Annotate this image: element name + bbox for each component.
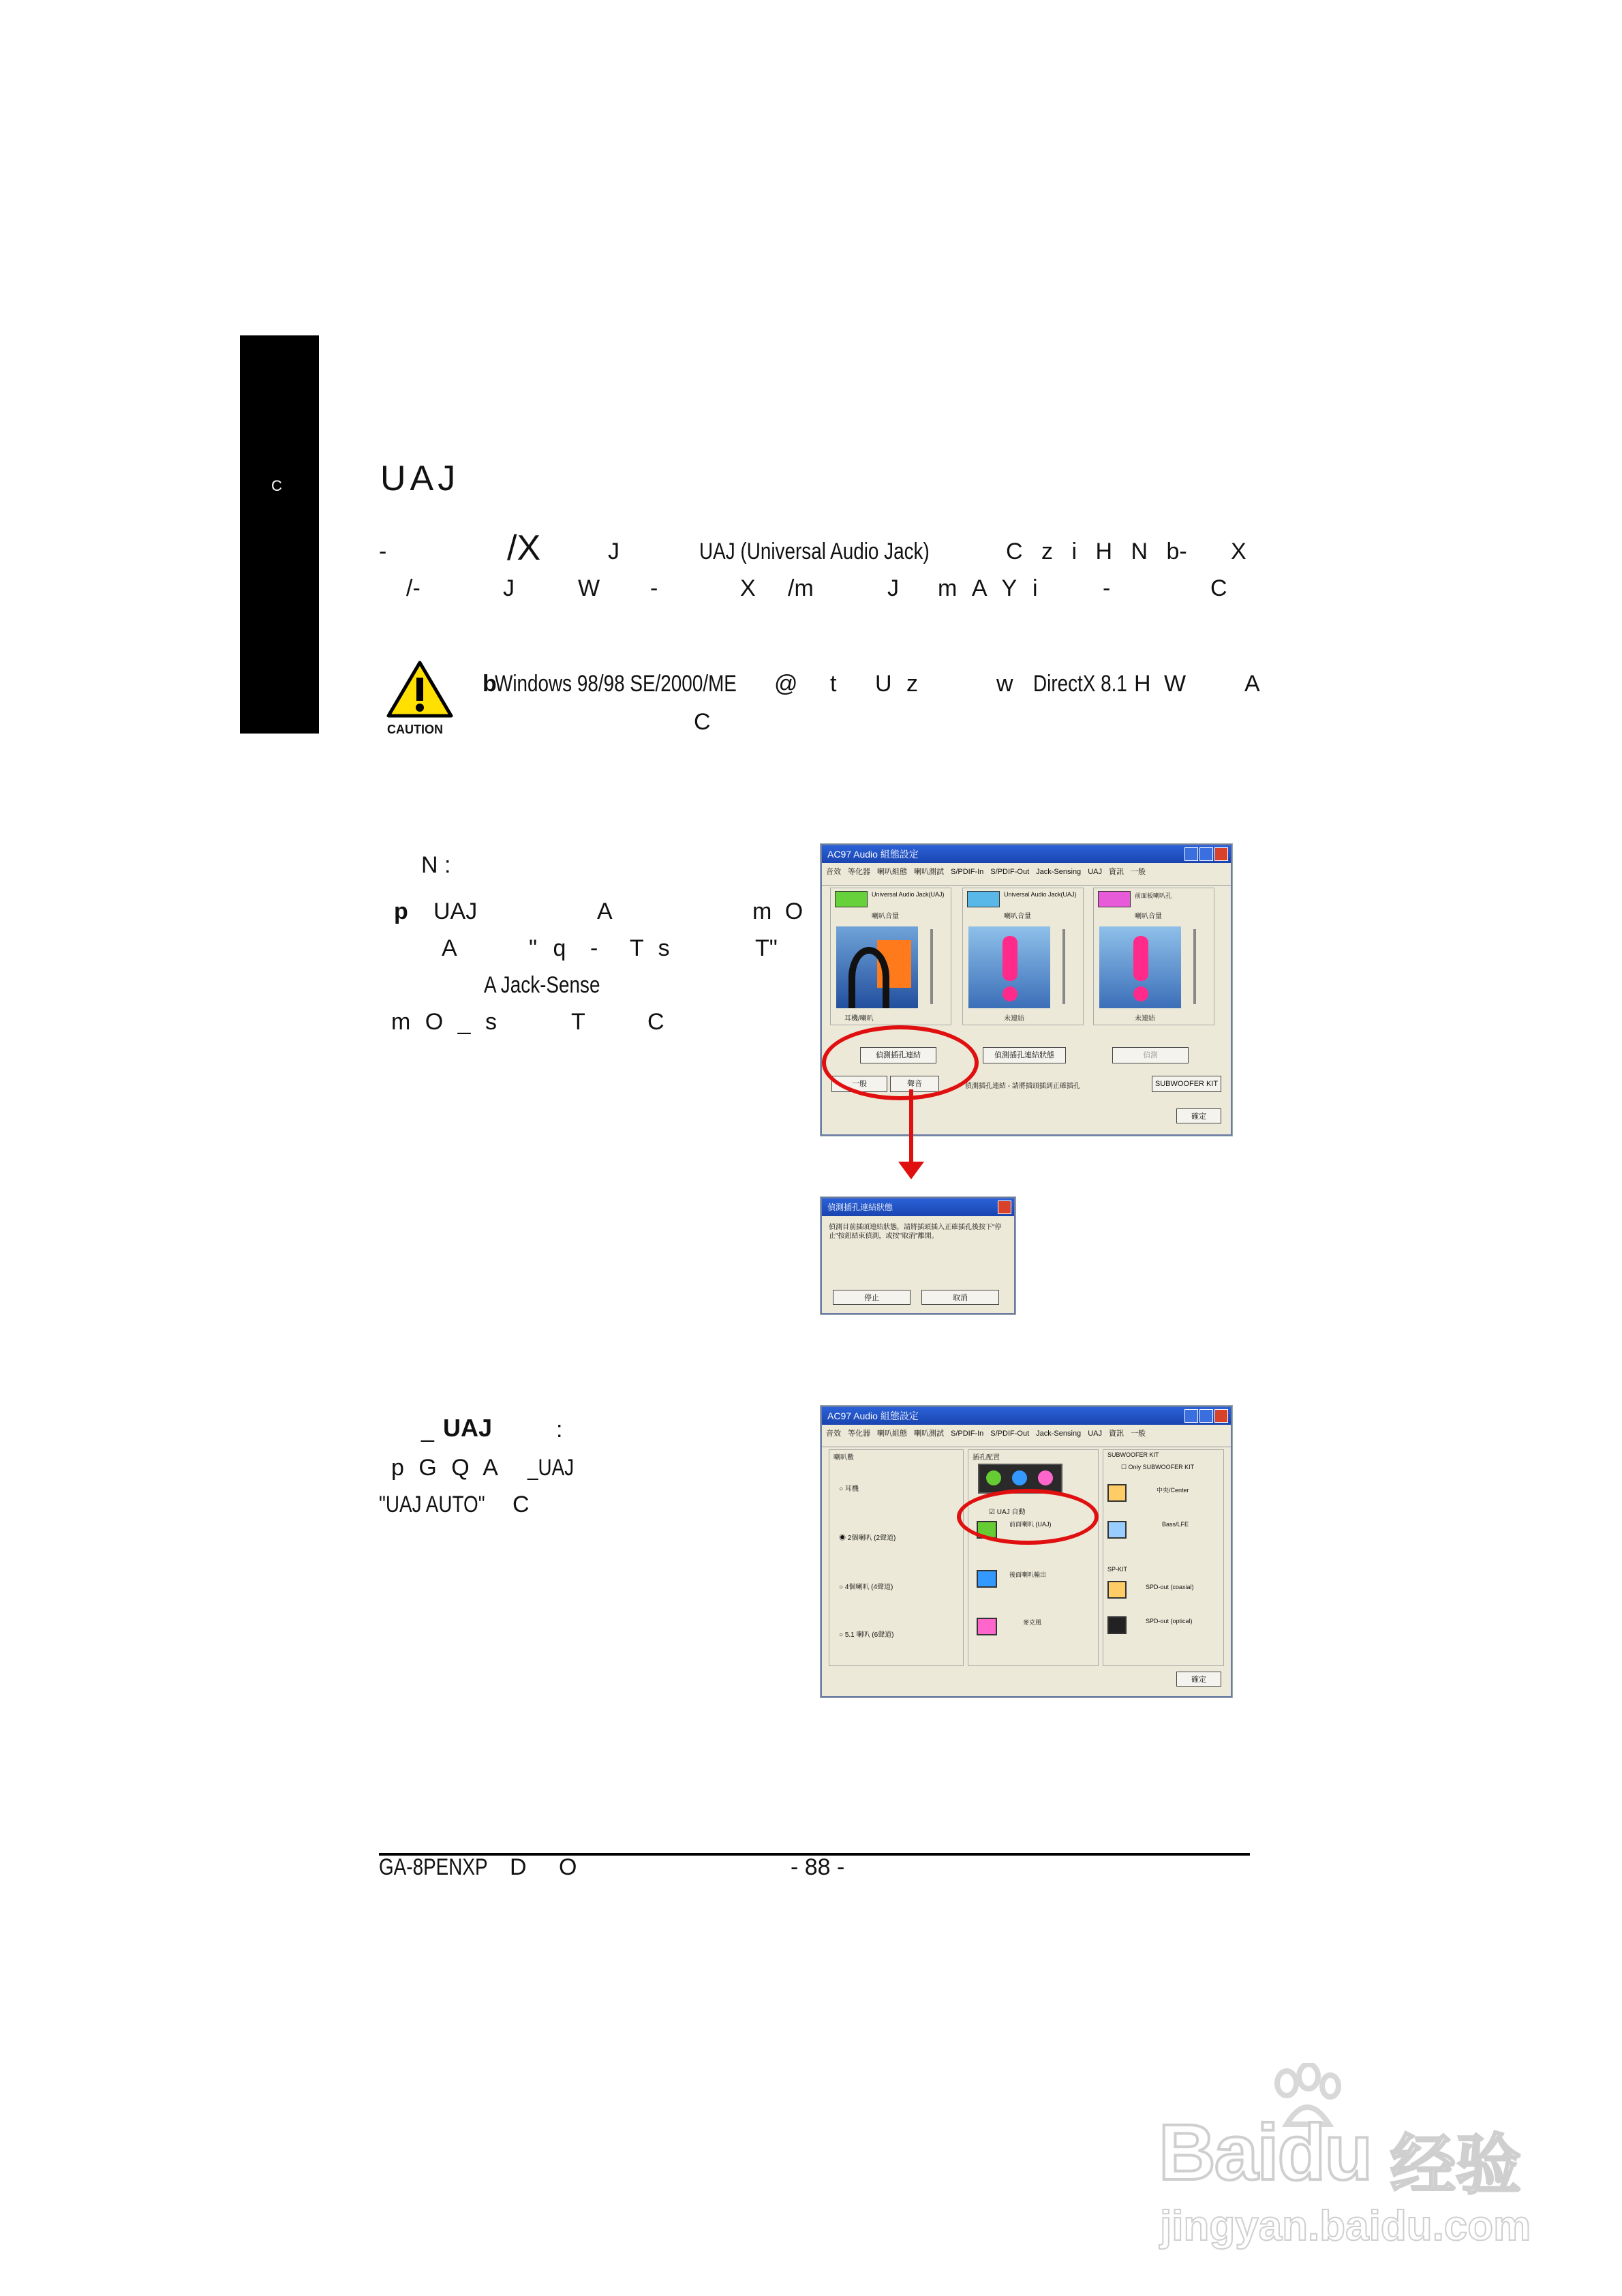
headphone-image [836, 926, 918, 1008]
jack-panel [1093, 888, 1214, 1025]
subwoofer-group [1103, 1449, 1224, 1666]
tab[interactable]: UAJ [1088, 868, 1102, 876]
jack-label: 前面板喇叭孔 [1135, 892, 1172, 899]
jack-label: Universal Audio Jack(UAJ) [1004, 891, 1077, 898]
jack-assignment: 中央/Center [1157, 1487, 1189, 1494]
caution-text: H W [1134, 671, 1187, 697]
jack-panel [962, 888, 1084, 1025]
jack-assignment: SPD-out (coaxial) [1146, 1584, 1194, 1590]
tab[interactable]: S/PDIF-In [951, 1430, 984, 1438]
step2-title: _ [421, 1417, 434, 1442]
detect-dialog [821, 1197, 1015, 1314]
intro-text: /- [406, 575, 420, 601]
intro-text: m A Y i [938, 575, 1038, 601]
tab[interactable]: UAJ [1088, 1430, 1102, 1438]
step1-title: N : [421, 852, 451, 878]
footer-text: D [510, 1854, 527, 1880]
subwoofer-only-checkbox[interactable]: ☐ Only SUBWOOFER KIT [1121, 1464, 1195, 1470]
ok-button[interactable]: 確定 [1176, 1108, 1221, 1123]
jack-status: 未連結 [1135, 1015, 1155, 1023]
page-number: - 88 - [791, 1854, 845, 1880]
volume-slider[interactable] [1062, 929, 1065, 1004]
intro-text: - [379, 539, 387, 564]
tab[interactable]: 資訊 [1108, 868, 1124, 876]
detect-button[interactable]: 偵測 [1112, 1047, 1189, 1063]
step1-text: p [394, 898, 408, 924]
jack-assignment: 前面喇叭 (UAJ) [1009, 1521, 1052, 1528]
watermark-brand: Baidu [1159, 2108, 1372, 2196]
intro-text: C [1210, 575, 1227, 601]
minimize-icon[interactable] [1184, 847, 1198, 861]
intro-text: /X [507, 528, 541, 568]
tab[interactable]: S/PDIF-Out [990, 1430, 1030, 1438]
maximize-icon[interactable] [1199, 847, 1213, 861]
speaker-count-group [829, 1449, 964, 1666]
chapter-tab-label: C [271, 477, 282, 494]
arrow-shaft [909, 1089, 913, 1164]
blue-jack-icon [977, 1570, 997, 1588]
caution-text: t [830, 671, 837, 697]
group-label: SP-KIT [1107, 1566, 1128, 1573]
radio-option[interactable]: ○ 4個喇叭 (4聲道) [839, 1584, 893, 1591]
intro-text: X [740, 575, 756, 601]
volume-label: 喇叭音量 [872, 913, 899, 920]
section-heading: UAJ [380, 459, 460, 498]
step1-text: UAJ [433, 898, 478, 924]
footer-text: O [559, 1854, 577, 1880]
window-title: AC97 Audio 組態設定 [827, 849, 919, 860]
step1-text: A Jack-Sense [484, 972, 600, 998]
general-button[interactable]: 一般 [831, 1076, 887, 1092]
step1-text: " q [529, 935, 566, 961]
coaxial-jack-icon [1107, 1581, 1127, 1599]
sound-button[interactable]: 聲音 [890, 1076, 939, 1092]
tab-strip [822, 1425, 1231, 1447]
subwoofer-kit-button[interactable]: SUBWOOFER KIT [1152, 1076, 1221, 1092]
jack-label: Universal Audio Jack(UAJ) [872, 891, 945, 898]
dialog-message: 偵測目前插頭連結狀態，請將插頭插入正確插孔後按下"停止"按鈕結束偵測，或按"取消"離開。 [829, 1224, 1002, 1240]
tab[interactable]: 等化器 [848, 868, 870, 876]
maximize-icon[interactable] [1199, 1409, 1213, 1423]
tab[interactable]: Jack-Sensing [1036, 1430, 1082, 1438]
green-jack-icon [835, 891, 868, 907]
step1-text: m O _ s [391, 1009, 498, 1035]
volume-label: 喇叭音量 [1004, 913, 1031, 920]
highlight-ellipse [822, 1025, 979, 1100]
jack-assignment: 麥克風 [1023, 1619, 1042, 1626]
pink-jack-icon [1098, 891, 1131, 907]
step1-text: - [590, 935, 598, 961]
jack-assignment: 後面喇叭輸出 [1009, 1571, 1047, 1578]
step2-text: _UAJ [527, 1455, 575, 1481]
caution-text: DirectX 8.1 [1033, 671, 1127, 697]
intro-text: - [650, 575, 658, 601]
caution-text: U z [875, 671, 918, 697]
radio-option[interactable]: ○ 5.1 喇叭 (6聲道) [839, 1631, 894, 1639]
caution-text: @ [774, 671, 798, 697]
tab[interactable]: 音效 [826, 868, 841, 876]
minimize-icon[interactable] [1184, 1409, 1198, 1423]
tab[interactable]: 等化器 [848, 1430, 870, 1438]
volume-slider[interactable] [930, 929, 933, 1004]
step2-text: "UAJ AUTO" [379, 1492, 485, 1517]
tab[interactable]: 喇叭組態 [877, 868, 907, 876]
warning-image [1099, 926, 1181, 1008]
uaj-auto-checkbox[interactable]: ☑ UAJ 自動 [989, 1509, 1026, 1516]
caution-text: b [483, 671, 497, 697]
radio-option[interactable]: ○ 耳機 [839, 1485, 859, 1493]
intro-text: - [1103, 575, 1111, 601]
caution-text: A [1244, 671, 1260, 697]
caution-label: CAUTION [387, 723, 443, 736]
highlight-ellipse [957, 1489, 1099, 1545]
tab[interactable]: S/PDIF-In [951, 868, 984, 876]
close-icon[interactable] [1214, 847, 1228, 861]
ok-button[interactable]: 確定 [1176, 1672, 1221, 1687]
step2-title: : [556, 1417, 563, 1442]
step1-text: T s [630, 935, 670, 961]
group-label: 插孔配置 [973, 1454, 1000, 1462]
speaker-config-window [821, 1406, 1232, 1697]
caution-text: w [996, 671, 1013, 697]
stop-button[interactable]: 停止 [833, 1290, 911, 1305]
jack-status: 未連結 [1004, 1015, 1024, 1023]
group-label: 喇叭數 [833, 1454, 854, 1462]
radio-option[interactable]: ◉ 2個喇叭 (2聲道) [839, 1535, 896, 1542]
tab[interactable]: 資訊 [1108, 1430, 1124, 1438]
tab[interactable]: 喇叭組態 [877, 1430, 907, 1438]
cancel-button[interactable]: 取消 [921, 1290, 999, 1305]
step2-text: p G Q A [391, 1455, 498, 1481]
jack-panel [830, 888, 951, 1025]
detect-jack-button[interactable]: 偵測插孔連結 [860, 1047, 936, 1063]
step1-text: T" [755, 935, 778, 961]
arrow-down-icon [898, 1162, 924, 1179]
jack-config-group [968, 1449, 1099, 1666]
caution-text: C [694, 709, 711, 735]
intro-text: J [887, 575, 899, 601]
close-icon[interactable] [998, 1200, 1011, 1214]
step1-text: T [571, 1009, 585, 1035]
window-titlebar [822, 1407, 1231, 1425]
tab[interactable]: 音效 [826, 1430, 841, 1438]
watermark-url: jingyan.baidu.com [1160, 2203, 1531, 2250]
optical-jack-icon [1107, 1616, 1127, 1634]
detect-note: 偵測插孔連結 - 請將插頭插到正確插孔 [965, 1083, 1080, 1090]
intro-text: J [608, 539, 619, 564]
detect-status-button[interactable]: 偵測插孔連結狀態 [983, 1047, 1066, 1063]
intro-text: J [503, 575, 515, 601]
orange-jack-icon [1107, 1484, 1127, 1502]
warning-image [968, 926, 1050, 1008]
window-title: AC97 Audio 組態設定 [827, 1410, 919, 1421]
tab-strip [822, 863, 1231, 886]
tab[interactable]: Jack-Sensing [1036, 868, 1082, 876]
volume-label: 喇叭音量 [1135, 913, 1162, 920]
intro-text: W [578, 575, 600, 601]
close-icon[interactable] [1214, 1409, 1228, 1423]
dialog-titlebar [822, 1198, 1014, 1216]
pink-jack-icon [977, 1618, 997, 1635]
step1-text: A [442, 935, 457, 961]
tab[interactable]: S/PDIF-Out [990, 868, 1030, 876]
chapter-tab [240, 335, 319, 734]
watermark-cn: 经验 [1390, 2129, 1521, 2202]
tab[interactable]: 一般 [1130, 868, 1146, 876]
intro-text: X [1231, 539, 1246, 564]
window-titlebar [822, 845, 1231, 863]
volume-slider[interactable] [1193, 929, 1196, 1004]
footer-model: GA-8PENXP [379, 1854, 488, 1880]
tab[interactable]: 喇叭測試 [914, 1430, 944, 1438]
caution-text: Windows 98/98 SE/2000/ME [495, 671, 737, 697]
intro-text: UAJ (Universal Audio Jack) [699, 539, 930, 564]
step1-text: m O [752, 898, 804, 924]
tab[interactable]: 喇叭測試 [914, 868, 944, 876]
step1-text: A [597, 898, 613, 924]
intro-text: C z i H N b- [1006, 539, 1187, 564]
blue-jack-icon [967, 891, 1000, 907]
jack-assignment: SPD-out (optical) [1146, 1618, 1193, 1625]
group-label: SUBWOOFER KIT [1107, 1451, 1159, 1458]
step2-text: C [512, 1492, 530, 1517]
jack-assignment: Bass/LFE [1162, 1521, 1189, 1528]
intro-text: /m [788, 575, 814, 601]
step2-title: UAJ [443, 1414, 493, 1442]
gray-jack-icon [1107, 1521, 1127, 1539]
tab[interactable]: 一般 [1130, 1430, 1146, 1438]
step1-text: C [647, 1009, 664, 1035]
jack-status: 耳機/喇叭 [844, 1015, 874, 1023]
dialog-title: 偵測插孔連結狀態 [827, 1203, 893, 1212]
